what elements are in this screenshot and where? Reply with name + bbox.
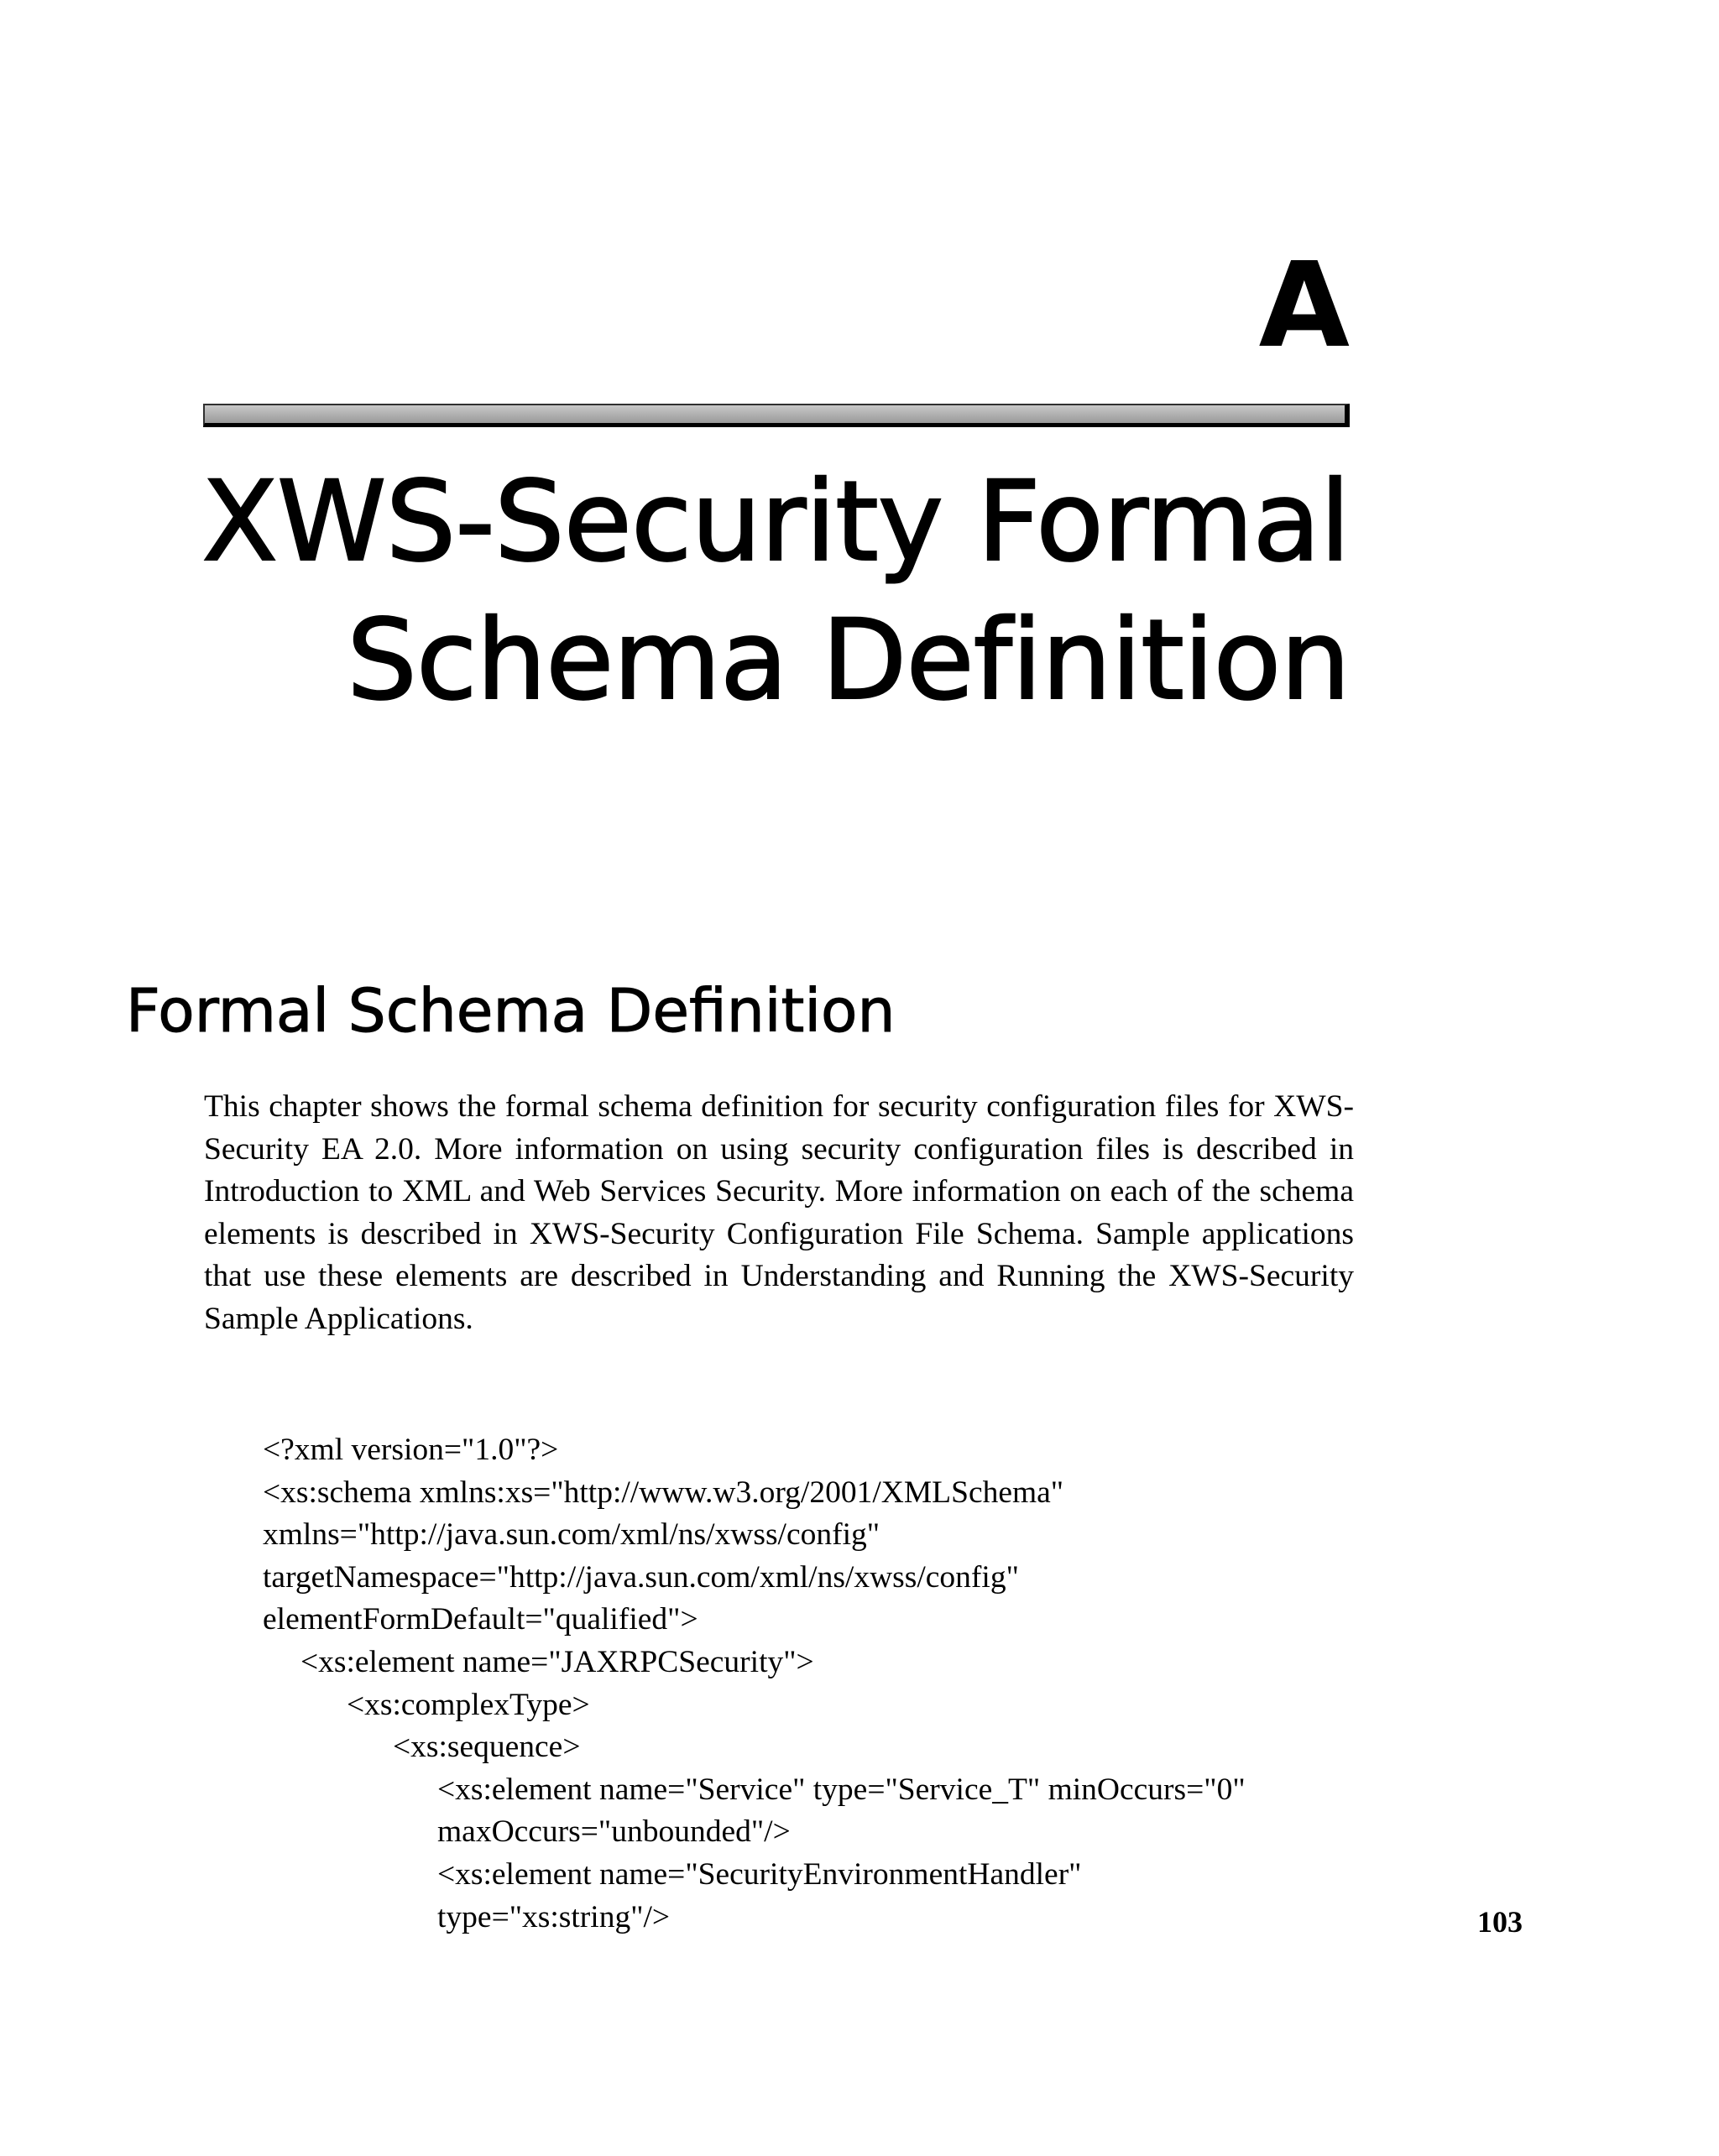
code-line: <xs:element name="SecurityEnvironmentHandler" <box>437 1856 1082 1892</box>
code-line: xmlns="http://java.sun.com/xml/ns/xwss/config" <box>263 1517 880 1553</box>
chapter-title <box>202 453 1350 730</box>
title-rule <box>203 404 1350 427</box>
code-line: elementFormDefault="qualified"> <box>263 1602 698 1637</box>
code-line: <?xml version="1.0"?> <box>263 1433 559 1467</box>
intro-paragraph: This chapter shows the formal schema definition for security configuration files for XWS-Security EA 2.0. More information on using security configuration files is described in Introduction to XML and Web Services Security. More information on each of the schema elements is described in XWS-Security Configuration File Schema. Sample applications that use these elements are described in Understanding and Running the XWS-Security Sample Applications. <box>204 1089 1354 1336</box>
page-number: 103 <box>1477 1905 1523 1939</box>
chapter-title-line-2: Schema Definition <box>347 596 1350 725</box>
section-heading: Formal Schema Definition <box>126 976 896 1046</box>
code-line: <xs:complexType> <box>347 1687 590 1722</box>
appendix-letter: A <box>1258 238 1350 374</box>
code-line: maxOccurs="unbounded"/> <box>437 1814 791 1850</box>
code-line: <xs:sequence> <box>393 1730 581 1765</box>
chapter-title-line-1: XWS-Security Formal <box>201 457 1350 587</box>
code-line: <xs:element name="JAXRPCSecurity"> <box>300 1644 814 1679</box>
code-line: type="xs:string"/> <box>437 1899 671 1934</box>
code-line: <xs:element name="Service" type="Service_T" minOccurs="0" <box>437 1772 1246 1807</box>
schema-code-block <box>263 1429 1246 1939</box>
code-line: targetNamespace="http://java.sun.com/xml/ns/xwss/config" <box>263 1559 1019 1595</box>
code-line: <xs:schema xmlns:xs="http://www.w3.org/2001/XMLSchema" <box>263 1475 1064 1510</box>
